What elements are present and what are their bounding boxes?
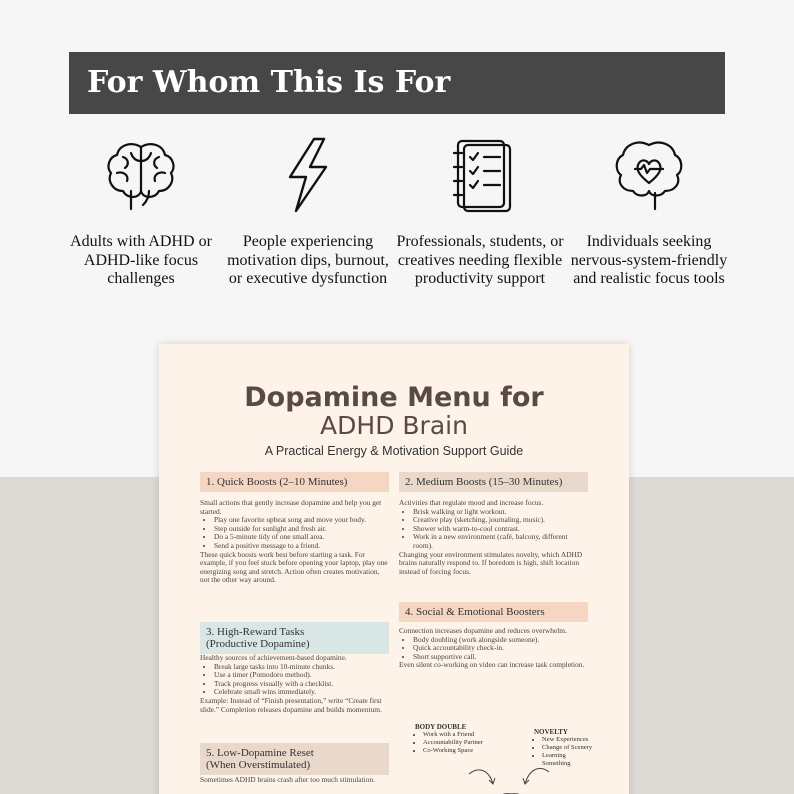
list-item: • Change of Scenery xyxy=(542,744,594,752)
audience-item xyxy=(395,135,565,289)
list-item: • Body doubling (work alongside someone). xyxy=(413,636,588,645)
section-heading-medium-boosts: 2. Medium Boosts (15–30 Minutes) xyxy=(399,472,588,492)
list-item: • Do a 5-minute tidy of one small area. xyxy=(214,533,389,542)
diagram-brain-sketch-icon xyxy=(459,764,559,794)
list-item: • Quick accountability check-in. xyxy=(413,644,588,653)
diagram-body-double xyxy=(415,723,495,755)
section-body-low-dopamine-reset xyxy=(200,776,389,785)
section-intro: Healthy sources of achievement-based dopamine. xyxy=(200,653,347,662)
checklist-notebook-icon xyxy=(440,135,520,215)
bullet-list xyxy=(214,663,389,697)
section-banner xyxy=(69,52,725,114)
list-item: • Step outside for sunlight and fresh air. xyxy=(214,525,389,534)
list-item: • Accountability Partner xyxy=(423,739,495,747)
diagram-title: BODY DOUBLE xyxy=(415,723,467,731)
heart-head-icon xyxy=(609,135,689,215)
section-outro: Example: Instead of “Finish presentation,” write “Create first slide.” Completion releases dopamine and builds momentum. xyxy=(200,695,382,714)
list-item: • Co-Working Space xyxy=(423,747,495,755)
banner-title: For Whom This Is For xyxy=(87,65,451,100)
section-outro: These quick boosts work best before starting a task. For example, if you feel stuck before opening your laptop, play one energizing song and stretch. Action often creates motivation, not the other way around. xyxy=(200,549,388,585)
list-item: • Track progress visually with a checklist. xyxy=(214,680,389,689)
section-body-quick-boosts xyxy=(200,499,389,585)
section-heading-low-dopamine-reset: 5. Low-Dopamine Reset (When Overstimulated) xyxy=(200,743,389,775)
lightning-bolt-icon xyxy=(268,135,348,215)
audience-item xyxy=(564,135,734,289)
diagram-novelty xyxy=(534,728,594,768)
section-body-medium-boosts xyxy=(399,499,588,576)
section-outro: Changing your environment stimulates novelty, which ADHD brains naturally respond to. If boredom is high, shift location instead of forcing focus. xyxy=(399,549,583,576)
list-item: • New Experiences xyxy=(542,736,594,744)
section-heading-quick-boosts: 1. Quick Boosts (2–10 Minutes) xyxy=(200,472,389,492)
audience-item xyxy=(223,135,393,289)
list-item: • Celebrate small wins immediately. xyxy=(214,688,389,697)
document-tagline: A Practical Energy & Motivation Support Guide xyxy=(264,444,524,458)
list-item: • Play one favorite upbeat song and move your body. xyxy=(214,516,389,525)
diagram-list xyxy=(423,731,495,755)
document-preview xyxy=(159,344,629,794)
list-item: • Creative play (sketching, journaling, music). xyxy=(413,516,588,525)
list-item: • Work in a new environment (café, balcony, different room). xyxy=(413,533,588,550)
bullet-list xyxy=(413,636,588,662)
bullet-list xyxy=(413,508,588,551)
brain-icon xyxy=(101,135,181,215)
audience-text: Professionals, students, or creatives needing flexible productivity support xyxy=(396,233,564,287)
section-heading-social-emotional: 4. Social & Emotional Boosters xyxy=(399,602,588,622)
list-item: • Break large tasks into 10-minute chunks. xyxy=(214,663,389,672)
audience-text: Adults with ADHD or ADHD-like focus challenges xyxy=(70,233,212,287)
list-item: • Learning Something xyxy=(542,752,594,768)
document-subtitle: ADHD Brain xyxy=(320,411,468,440)
section-body-social-emotional xyxy=(399,627,588,670)
document-title: Dopamine Menu for xyxy=(244,382,544,413)
audience-text: Individuals seeking nervous-system-friendly and realistic focus tools xyxy=(570,233,728,287)
audience-text: People experiencing motivation dips, burnout, or executive dysfunction xyxy=(227,233,389,287)
audience-item xyxy=(56,135,226,289)
list-item: • Send a positive message to a friend. xyxy=(214,542,389,551)
list-item: • Shower with warm-to-cool contrast. xyxy=(413,525,588,534)
section-body-high-reward xyxy=(200,654,389,714)
section-intro: Activities that regulate mood and increase focus. xyxy=(399,498,544,507)
list-item: • Short supportive call. xyxy=(413,653,588,662)
list-item: • Use a timer (Pomodoro method). xyxy=(214,671,389,680)
list-item: • Work with a Friend xyxy=(423,731,495,739)
section-heading-high-reward: 3. High-Reward Tasks (Productive Dopamine) xyxy=(200,622,389,654)
section-intro: Sometimes ADHD brains crash after too much stimulation. xyxy=(200,775,375,784)
list-item: • Brisk walking or light workout. xyxy=(413,508,588,517)
section-intro: Connection increases dopamine and reduces overwhelm. xyxy=(399,626,567,635)
section-intro: Small actions that gently increase dopamine and help you get started. xyxy=(200,498,382,516)
diagram-title: NOVELTY xyxy=(534,728,568,736)
section-outro: Even silent co-working on video can increase task completion. xyxy=(399,660,585,670)
bullet-list xyxy=(214,516,389,550)
